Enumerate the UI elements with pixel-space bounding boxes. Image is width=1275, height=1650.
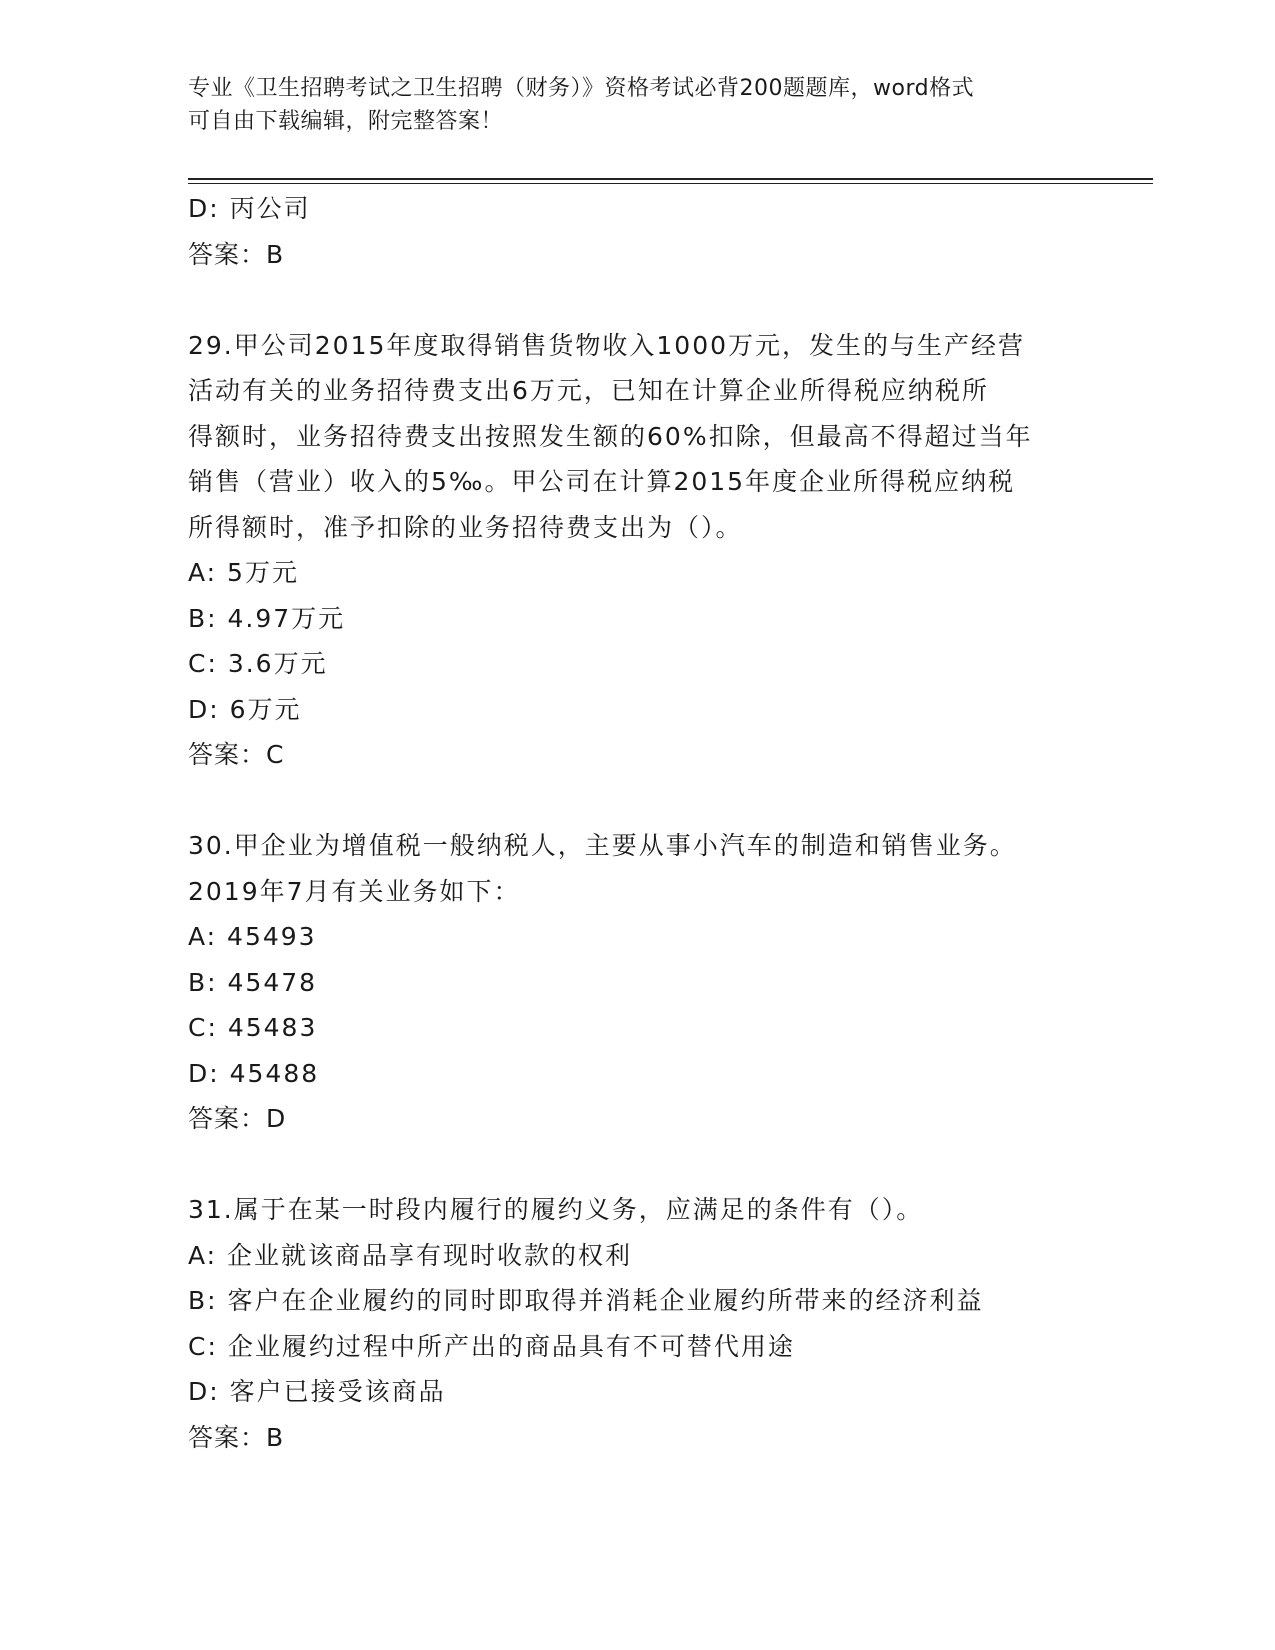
document-header (188, 72, 1088, 138)
document-body (188, 186, 1108, 1460)
answer: 答案：B (188, 1422, 285, 1452)
question-text-line: 29.甲公司2015年度取得销售货物收入1000万元，发生的与生产经营 (188, 330, 1026, 360)
option-a: A: 45493 (188, 922, 317, 951)
answer: 答案：C (188, 740, 285, 769)
option-c: C: 企业履约过程中所产出的商品具有不可替代用途 (188, 1331, 795, 1361)
header-rule-thin (188, 183, 1153, 184)
answer: 答案：D (188, 1104, 287, 1133)
question-text-line: 30.甲企业为增值税一般纳税人，主要从事小汽车的制造和销售业务。 (188, 831, 1017, 860)
question-30 (188, 823, 1108, 1142)
question-text-line: 所得额时，准予扣除的业务招待费支出为（）。 (188, 512, 743, 542)
question-text-line: 31.属于在某一时段内履行的履约义务，应满足的条件有（）。 (188, 1195, 924, 1224)
option-a: A: 企业就该商品享有现时收款的权利 (188, 1240, 633, 1270)
question-text-line: 销售（营业）收入的5‰。甲公司在计算2015年度企业所得税应纳税 (188, 467, 1016, 496)
header-line-1: 专业《卫生招聘考试之卫生招聘（财务）》资格考试必背200题题库，word格式 (188, 76, 975, 101)
option-b: B: 45478 (188, 967, 318, 997)
question-text-line: 活动有关的业务招待费支出6万元，已知在计算企业所得税应纳税所 (188, 376, 989, 405)
option-b: B: 客户在企业履约的同时即取得并消耗企业履约所带来的经济利益 (188, 1286, 984, 1315)
question-31 (188, 1187, 1108, 1460)
previous-question-tail (188, 186, 1108, 277)
answer: 答案：B (188, 239, 285, 269)
option-c: C: 45483 (188, 1013, 318, 1042)
option-d: D: 客户已接受该商品 (188, 1377, 446, 1406)
option-b: B: 4.97万元 (188, 603, 346, 633)
header-rule-thick (188, 178, 1153, 180)
option-d: D: 丙公司 (188, 194, 311, 223)
question-text-line: 2019年7月有关业务如下： (188, 876, 521, 906)
option-a: A: 5万元 (188, 558, 299, 587)
option-c: C: 3.6万元 (188, 649, 328, 678)
question-29 (188, 323, 1108, 778)
question-text-line: 得额时，业务招待费支出按照发生额的60%扣除，但最高不得超过当年 (188, 421, 1033, 451)
option-d: D: 45488 (188, 1058, 320, 1088)
option-d: D: 6万元 (188, 694, 302, 724)
header-line-2: 可自由下载编辑，附完整答案！ (188, 109, 504, 134)
